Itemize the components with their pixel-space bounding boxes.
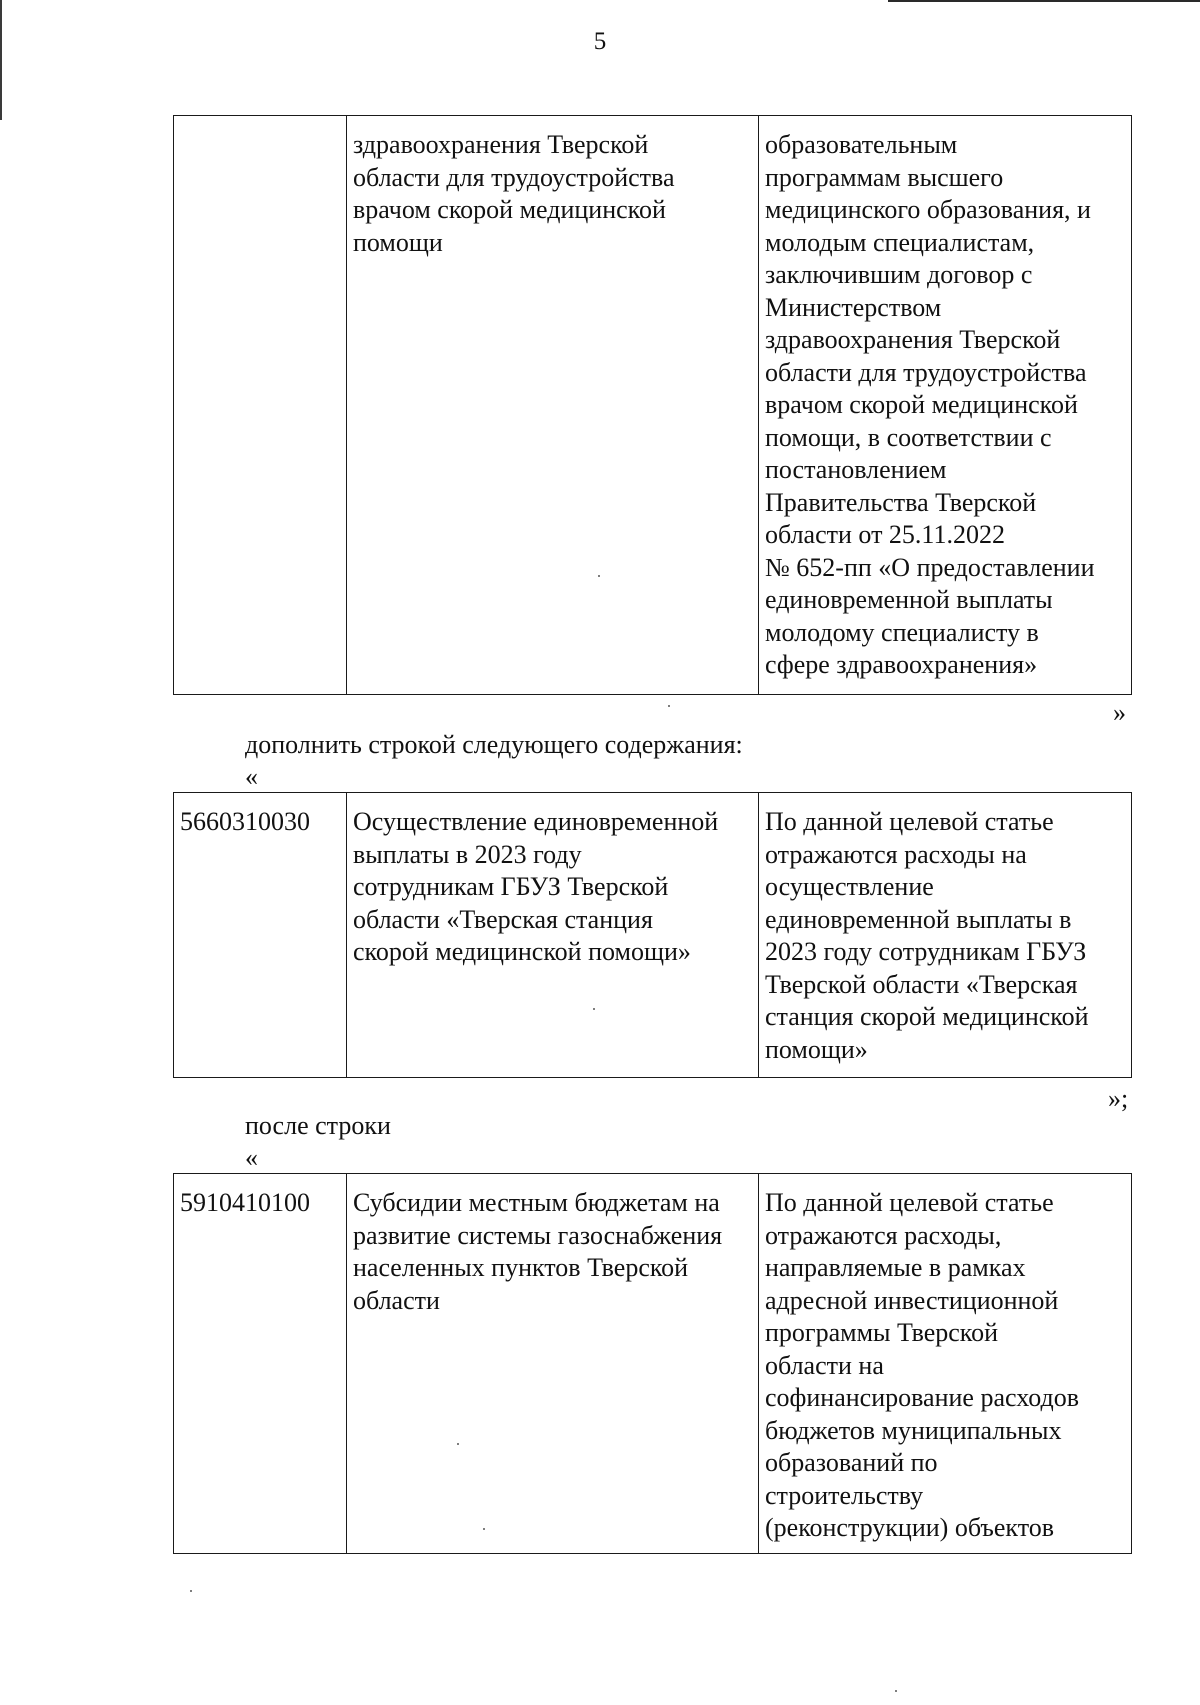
table-row bbox=[174, 116, 1132, 695]
scan-speck bbox=[190, 1590, 192, 1592]
name-cell: здравоохранения Тверской области для трудоустройства врачом скорой медицинской помощи bbox=[347, 116, 759, 695]
closing-quote: »; bbox=[1108, 1084, 1129, 1113]
code-cell: 5660310030 bbox=[174, 793, 347, 1078]
code-cell bbox=[174, 116, 347, 695]
opening-quote: « bbox=[245, 1143, 258, 1172]
scan-edge-top bbox=[888, 0, 1200, 2]
closing-quote: » bbox=[1113, 698, 1126, 727]
description-cell: образовательным программам высшего медицинского образования, и молодым специалистам, заключившим договор с Министерством здравоохранения Тверской области для трудоустройства врачом скорой медицинской помощи, в соответствии с постановлением Правительства Тверской области от 25.11.2022 № 652-пп «О предоставлении единовременной выплаты молодому специалисту в сфере здравоохранения» bbox=[759, 116, 1132, 695]
description-cell: По данной целевой статье отражаются расходы на осуществление единовременной выплаты в 2023 году сотрудникам ГБУЗ Тверской области «Тверская станция скорой медицинской помощи» bbox=[759, 793, 1132, 1078]
reference-row-table bbox=[173, 1173, 1132, 1554]
table-row bbox=[174, 793, 1132, 1078]
instruction-paragraph: дополнить строкой следующего содержания: bbox=[245, 730, 743, 759]
continuation-table bbox=[173, 115, 1132, 695]
scan-speck bbox=[593, 1008, 595, 1010]
scan-speck bbox=[457, 1443, 459, 1445]
name-cell: Субсидии местным бюджетам на развитие системы газоснабжения населенных пунктов Тверской области bbox=[347, 1174, 759, 1554]
scan-edge-left bbox=[0, 0, 2, 120]
description-cell: По данной целевой статье отражаются расходы, направляемые в рамках адресной инвестиционной программы Тверской области на софинансирование расходов бюджетов муниципальных образований по строительству (реконструкции) объектов bbox=[759, 1174, 1132, 1554]
new-row-table bbox=[173, 792, 1132, 1078]
scan-speck bbox=[895, 1690, 897, 1692]
scan-speck bbox=[668, 705, 670, 707]
opening-quote: « bbox=[245, 762, 258, 791]
table-row bbox=[174, 1174, 1132, 1554]
scan-speck bbox=[598, 575, 600, 577]
code-cell: 5910410100 bbox=[174, 1174, 347, 1554]
page-number: 5 bbox=[593, 28, 607, 55]
name-cell: Осуществление единовременной выплаты в 2023 году сотрудникам ГБУЗ Тверской области «Тверская станция скорой медицинской помощи» bbox=[347, 793, 759, 1078]
scan-speck bbox=[483, 1528, 485, 1530]
instruction-paragraph: после строки bbox=[245, 1111, 391, 1140]
